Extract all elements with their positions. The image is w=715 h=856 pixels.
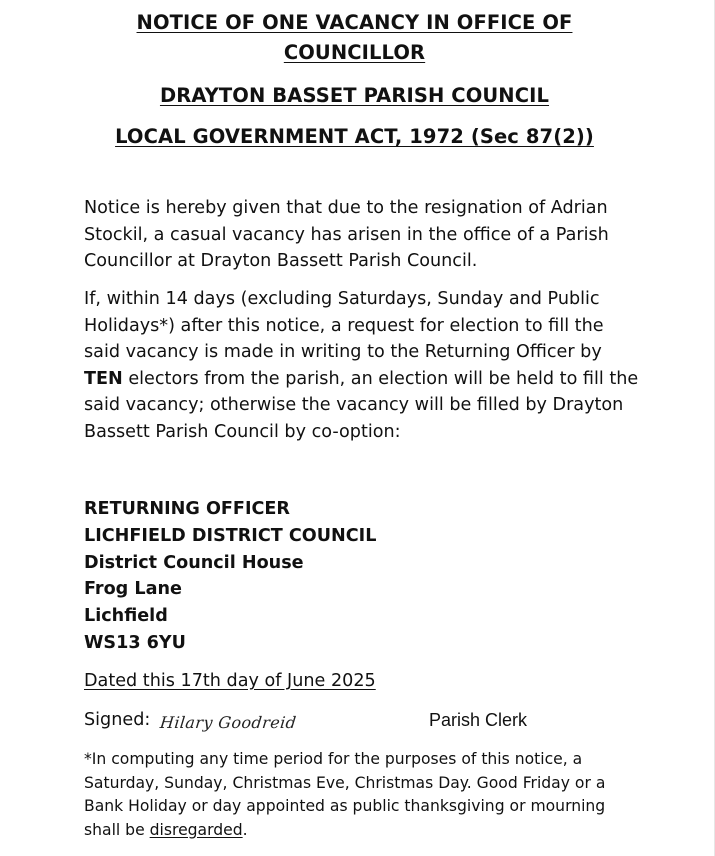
footnote-text: *In computing any time period for the purposes of this notice, a Saturday, Sunday, Christmas Eve, Christmas Day. Good Friday or a Bank Holiday or day appointed as public thanksgiving or mourning shall be: [84, 750, 606, 839]
returning-officer-address: [84, 496, 376, 657]
signatory-role: Parish Clerk: [429, 710, 528, 730]
footnote-end: .: [242, 820, 248, 839]
signed-label: Signed:: [84, 710, 151, 730]
address-line: Frog Lane: [84, 579, 182, 600]
electors-count: TEN: [84, 368, 123, 389]
notice-title-line2: COUNCILLOR: [283, 41, 426, 64]
act-heading: LOCAL GOVERNMENT ACT, 1972 (Sec 87(2)): [115, 125, 594, 148]
signature-row: [84, 707, 644, 737]
handwritten-signature: Hilary Goodreid: [159, 713, 298, 732]
address-line: WS13 6YU: [84, 632, 186, 653]
address-line: Lichfield: [84, 606, 168, 627]
address-line: District Council House: [84, 552, 304, 573]
vacancy-paragraph: Notice is hereby given that due to the resignation of Adrian Stockil, a casual vacancy has arisen in the office of a Parish Councillor at Drayton Bassett Parish Council.: [84, 198, 609, 271]
election-paragraph-end: electors from the parish, an election will be held to fill the said vacancy; otherwise the vacancy will be filled by Drayton Bassett Parish Council by co-option:: [84, 368, 639, 442]
notice-title-line1: NOTICE OF ONE VACANCY IN OFFICE OF: [136, 11, 573, 34]
footnote: [84, 748, 644, 842]
election-paragraph: [84, 286, 640, 445]
address-line: LICHFIELD DISTRICT COUNCIL: [84, 525, 377, 546]
address-line: RETURNING OFFICER: [84, 499, 290, 519]
election-paragraph-start: If, within 14 days (excluding Saturdays, Sunday and Public Holidays*) after this notice, a request for election to fill the said vacancy is made in writing to the Returning Officer by: [84, 289, 604, 362]
notice-title: [0, 8, 709, 68]
council-heading: DRAYTON BASSET PARISH COUNCIL: [159, 84, 550, 107]
dated-line: Dated this 17th day of June 2025: [84, 671, 376, 691]
footnote-underlined: disregarded: [149, 820, 243, 839]
